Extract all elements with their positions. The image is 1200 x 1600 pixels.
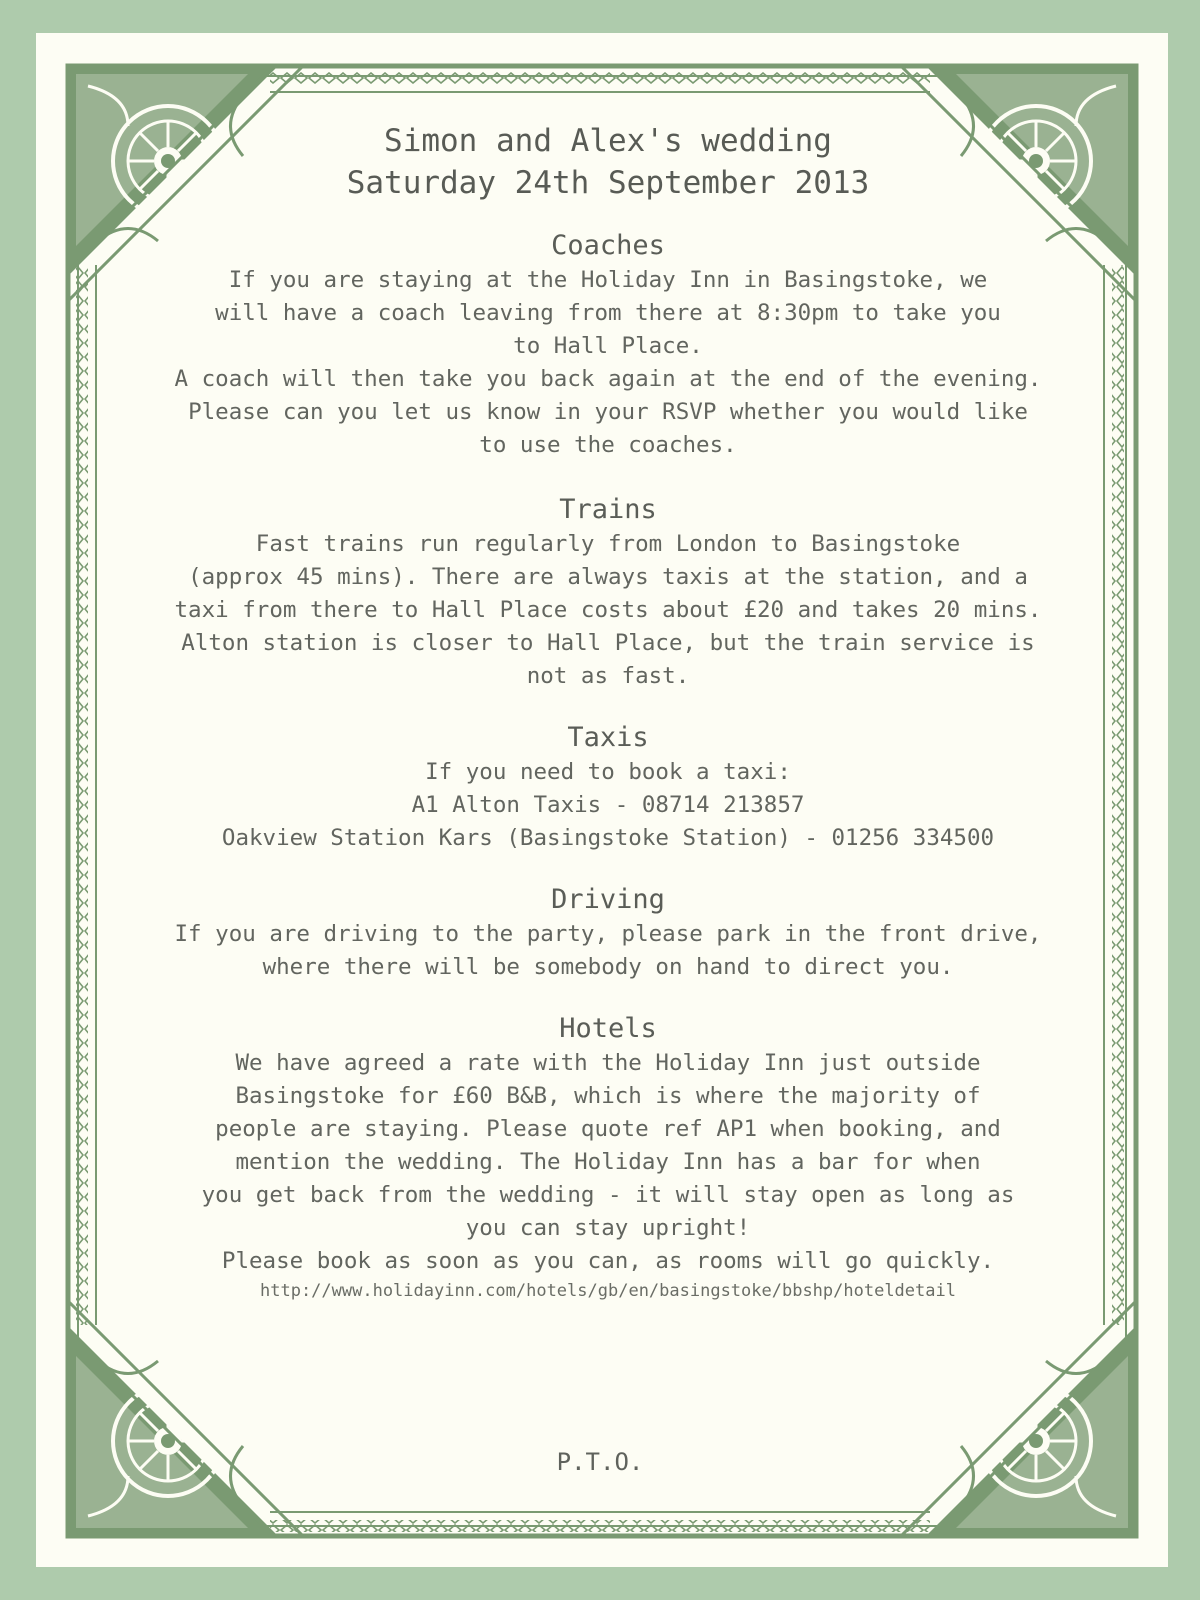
taxis-line: If you need to book a taxi: <box>425 759 791 785</box>
hotels-line: you get back from the wedding - it will stay open as long as <box>201 1182 1015 1208</box>
section-driving <box>110 882 1106 984</box>
trains-line: Fast trains run regularly from London to Basingstoke <box>255 531 961 557</box>
driving-line: where there will be somebody on hand to direct you. <box>262 954 954 980</box>
taxis-line: Oakview Station Kars (Basingstoke Station) - 01256 334500 <box>221 825 995 851</box>
hotels-line: Please book as soon as you can, as rooms will go quickly. <box>221 1248 995 1274</box>
corner-ornament-bottom-right <box>901 1301 1136 1536</box>
section-coaches <box>110 228 1106 462</box>
trains-line: Alton station is closer to Hall Place, but the train service is <box>181 630 1035 656</box>
heading-taxis: Taxis <box>567 722 649 753</box>
title-date: Saturday 24th September 2013 <box>346 165 870 201</box>
hotel-url-link[interactable]: http://www.holidayinn.com/hotels/gb/en/basingstoke/bbshp/hoteldetail <box>260 1281 956 1301</box>
hotels-line: you can stay upright! <box>465 1215 751 1241</box>
hotels-line: mention the wedding. The Holiday Inn has a bar for when <box>235 1149 981 1175</box>
trains-line: not as fast. <box>526 663 690 689</box>
coaches-line: to Hall Place. <box>513 333 703 359</box>
coaches-line: will have a coach leaving from there at 8:30pm to take you <box>215 300 1001 326</box>
heading-hotels: Hotels <box>559 1013 657 1044</box>
section-taxis <box>110 720 1106 855</box>
coaches-line: A coach will then take you back again at the end of the evening. <box>174 366 1042 392</box>
coaches-line: Please can you let us know in your RSVP whether you would like <box>188 399 1028 425</box>
invitation-content <box>110 120 1106 1304</box>
trains-line: taxi from there to Hall Place costs about £20 and takes 20 mins. <box>174 597 1042 623</box>
driving-line: If you are driving to the party, please park in the front drive, <box>174 921 1042 947</box>
hotels-line: Basingstoke for £60 B&B, which is where the majority of <box>235 1083 981 1109</box>
hotels-line: We have agreed a rate with the Holiday Inn just outside <box>235 1050 981 1076</box>
pto-label: P.T.O. <box>556 1448 644 1476</box>
heading-coaches: Coaches <box>551 230 665 261</box>
section-hotels <box>110 1011 1106 1304</box>
hotels-line: people are staying. Please quote ref AP1 when booking, and <box>215 1116 1001 1142</box>
corner-ornament-bottom-left <box>68 1301 303 1536</box>
title-names: Simon and Alex's wedding <box>384 123 832 159</box>
coaches-line: to use the coaches. <box>479 432 737 458</box>
page-title <box>110 120 1106 204</box>
coaches-line: If you are staying at the Holiday Inn in Basingstoke, we <box>228 267 988 293</box>
trains-line: (approx 45 mins). There are always taxis at the station, and a <box>188 564 1028 590</box>
heading-trains: Trains <box>559 494 657 525</box>
heading-driving: Driving <box>551 884 665 915</box>
section-trains <box>110 492 1106 693</box>
taxis-line: A1 Alton Taxis - 08714 213857 <box>411 792 805 818</box>
